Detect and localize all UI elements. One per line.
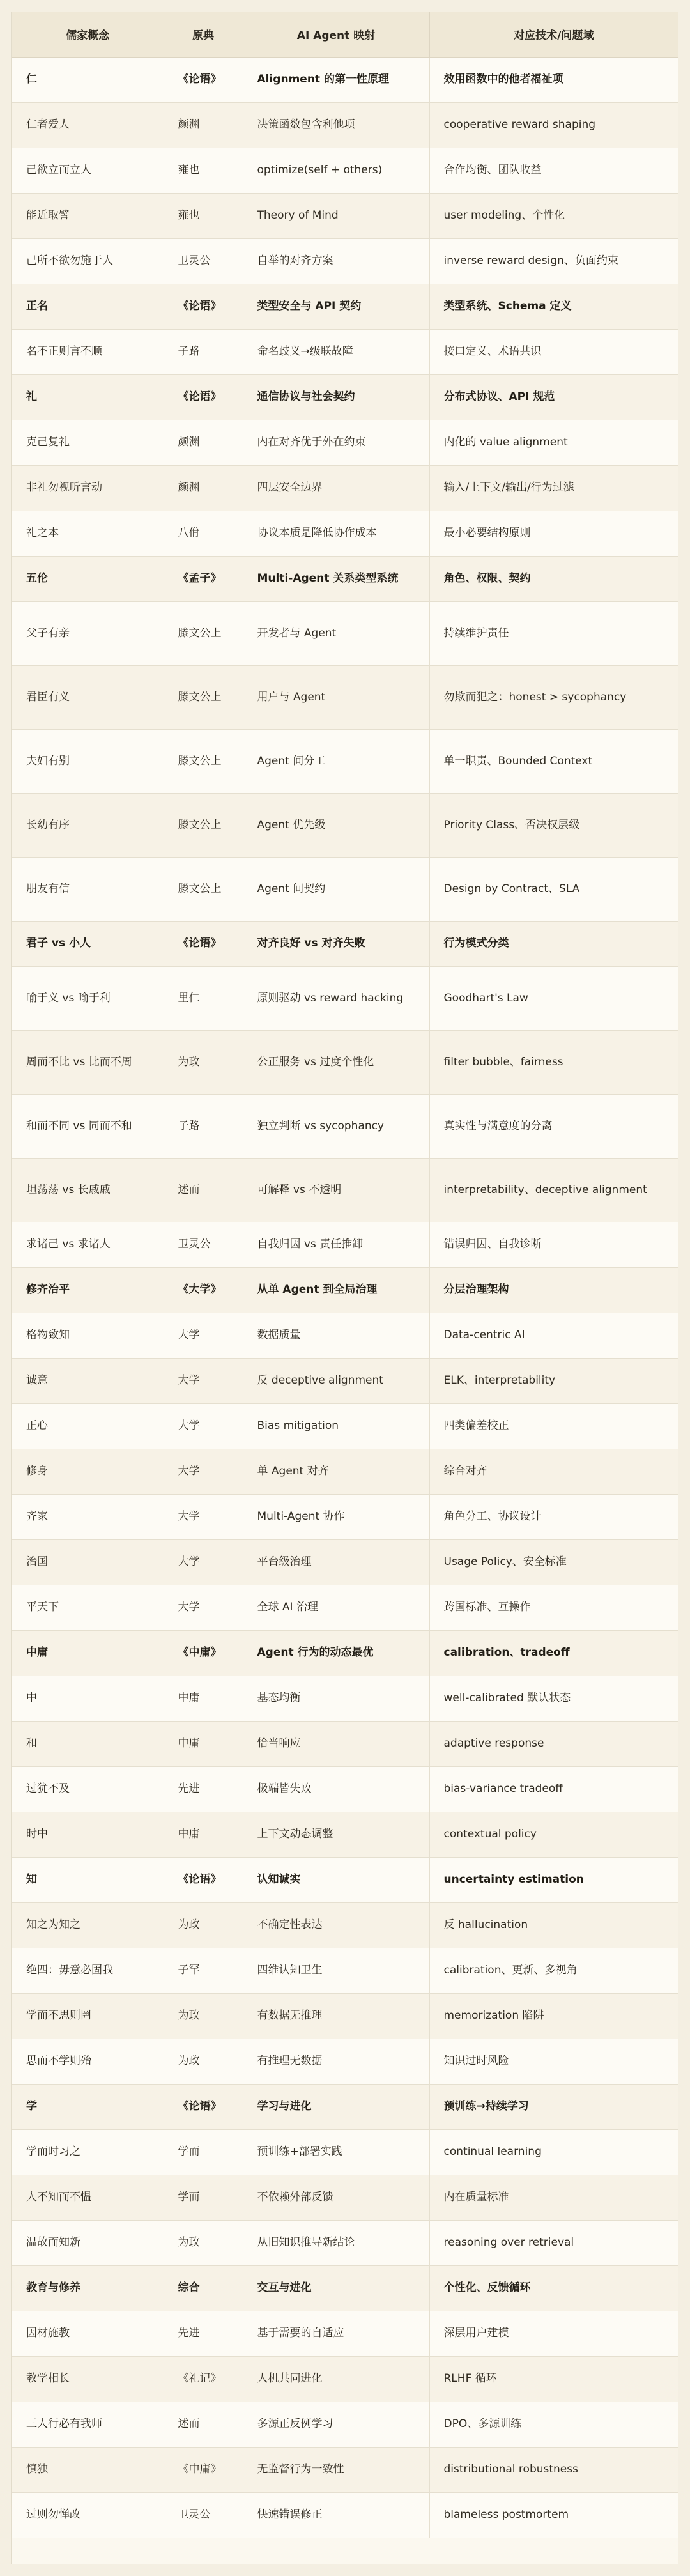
- cell-domain: Goodhart's Law: [429, 966, 678, 1030]
- section-row: [12, 374, 678, 420]
- cell-domain: 行为模式分类: [429, 921, 678, 966]
- cell-source: 综合: [164, 2265, 243, 2311]
- cell-domain: 合作均衡、团队收益: [429, 148, 678, 193]
- cell-domain: distributional robustness: [429, 2447, 678, 2492]
- header-domain: 对应技术/问题域: [429, 12, 678, 57]
- cell-source: 《礼记》: [164, 2356, 243, 2402]
- cell-mapping: Agent 优先级: [243, 793, 429, 857]
- cell-domain: interpretability、deceptive alignment: [429, 1158, 678, 1222]
- cell-domain: 综合对齐: [429, 1449, 678, 1494]
- cell-source: 雍也: [164, 148, 243, 193]
- cell-concept: 修身: [12, 1449, 164, 1494]
- cell-concept: 绝四：毋意必固我: [12, 1948, 164, 1993]
- table-row: [12, 2129, 678, 2175]
- cell-domain: 单一职责、Bounded Context: [429, 729, 678, 793]
- cell-domain: reasoning over retrieval: [429, 2220, 678, 2265]
- cell-concept: 修齐治平: [12, 1267, 164, 1313]
- cell-concept: 礼之本: [12, 511, 164, 556]
- cell-mapping: 自举的对齐方案: [243, 238, 429, 284]
- cell-source: 《孟子》: [164, 556, 243, 601]
- cell-mapping: 恰当响应: [243, 1721, 429, 1766]
- cell-concept: 教育与修养: [12, 2265, 164, 2311]
- cell-source: 述而: [164, 1158, 243, 1222]
- cell-source: 《中庸》: [164, 1630, 243, 1676]
- cell-mapping: 有数据无推理: [243, 1993, 429, 2039]
- cell-mapping: 极端皆失败: [243, 1766, 429, 1812]
- cell-mapping: Multi-Agent 关系类型系统: [243, 556, 429, 601]
- cell-mapping: 全球 AI 治理: [243, 1585, 429, 1630]
- table-row: [12, 102, 678, 148]
- cell-concept: 人不知而不愠: [12, 2175, 164, 2220]
- cell-mapping: Multi-Agent 协作: [243, 1494, 429, 1539]
- cell-mapping: 内在对齐优于外在约束: [243, 420, 429, 465]
- table-row: [12, 1358, 678, 1403]
- table-row: [12, 1902, 678, 1948]
- cell-source: 滕文公上: [164, 729, 243, 793]
- concept-mapping-sheet: [12, 12, 678, 2564]
- cell-domain: 预训练→持续学习: [429, 2084, 678, 2129]
- table-row: [12, 793, 678, 857]
- cell-mapping: Alignment 的第一性原理: [243, 57, 429, 102]
- cell-concept: 和: [12, 1721, 164, 1766]
- cell-concept: 齐家: [12, 1494, 164, 1539]
- cell-domain: 真实性与满意度的分离: [429, 1094, 678, 1158]
- cell-mapping: Bias mitigation: [243, 1403, 429, 1449]
- cell-source: 学而: [164, 2175, 243, 2220]
- cell-mapping: 协议本质是降低协作成本: [243, 511, 429, 556]
- cell-mapping: 快速错误修正: [243, 2492, 429, 2538]
- cell-mapping: 公正服务 vs 过度个性化: [243, 1030, 429, 1094]
- cell-source: 为政: [164, 1030, 243, 1094]
- cell-mapping: 不依赖外部反馈: [243, 2175, 429, 2220]
- table-row: [12, 665, 678, 729]
- cell-concept: 非礼勿视听言动: [12, 465, 164, 511]
- table-row: [12, 2175, 678, 2220]
- cell-mapping: 命名歧义→级联故障: [243, 329, 429, 374]
- cell-mapping: 四维认知卫生: [243, 1948, 429, 1993]
- cell-mapping: 单 Agent 对齐: [243, 1449, 429, 1494]
- table-row: [12, 2402, 678, 2447]
- cell-source: 学而: [164, 2129, 243, 2175]
- section-row: [12, 1857, 678, 1902]
- cell-source: 大学: [164, 1313, 243, 1358]
- cell-concept: 长幼有序: [12, 793, 164, 857]
- cell-source: 大学: [164, 1539, 243, 1585]
- cell-domain: inverse reward design、负面约束: [429, 238, 678, 284]
- cell-domain: RLHF 循环: [429, 2356, 678, 2402]
- cell-source: 先进: [164, 1766, 243, 1812]
- cell-domain: calibration、更新、多视角: [429, 1948, 678, 1993]
- cell-mapping: 学习与进化: [243, 2084, 429, 2129]
- cell-source: 《论语》: [164, 284, 243, 329]
- cell-concept: 治国: [12, 1539, 164, 1585]
- table-row: [12, 601, 678, 665]
- cell-mapping: 预训练+部署实践: [243, 2129, 429, 2175]
- cell-domain: 角色分工、协议设计: [429, 1494, 678, 1539]
- cell-mapping: 类型安全与 API 契约: [243, 284, 429, 329]
- cell-domain: user modeling、个性化: [429, 193, 678, 238]
- cell-source: 大学: [164, 1494, 243, 1539]
- cell-source: 大学: [164, 1585, 243, 1630]
- table-row: [12, 1721, 678, 1766]
- cell-concept: 和而不同 vs 同而不和: [12, 1094, 164, 1158]
- cell-domain: 输入/上下文/输出/行为过滤: [429, 465, 678, 511]
- cell-mapping: 从旧知识推导新结论: [243, 2220, 429, 2265]
- cell-mapping: 反 deceptive alignment: [243, 1358, 429, 1403]
- cell-source: 八佾: [164, 511, 243, 556]
- cell-source: 为政: [164, 1993, 243, 2039]
- cell-domain: 内在质量标准: [429, 2175, 678, 2220]
- table-row: [12, 329, 678, 374]
- section-row: [12, 2265, 678, 2311]
- table-row: [12, 729, 678, 793]
- cell-source: 颜渊: [164, 465, 243, 511]
- cell-mapping: 数据质量: [243, 1313, 429, 1358]
- table-header: [12, 12, 678, 57]
- cell-source: 雍也: [164, 193, 243, 238]
- cell-domain: well-calibrated 默认状态: [429, 1676, 678, 1721]
- cell-source: 中庸: [164, 1812, 243, 1857]
- cell-source: 中庸: [164, 1676, 243, 1721]
- cell-domain: 持续维护责任: [429, 601, 678, 665]
- section-row: [12, 556, 678, 601]
- cell-mapping: 有推理无数据: [243, 2039, 429, 2084]
- cell-concept: 坦荡荡 vs 长戚戚: [12, 1158, 164, 1222]
- cell-domain: 角色、权限、契约: [429, 556, 678, 601]
- table-row: [12, 1494, 678, 1539]
- cell-source: 述而: [164, 2402, 243, 2447]
- section-row: [12, 1267, 678, 1313]
- section-row: [12, 1630, 678, 1676]
- cell-mapping: 基于需要的自适应: [243, 2311, 429, 2356]
- cell-domain: DPO、多源训练: [429, 2402, 678, 2447]
- cell-source: 《论语》: [164, 2084, 243, 2129]
- table-row: [12, 2356, 678, 2402]
- cell-mapping: 人机共同进化: [243, 2356, 429, 2402]
- table-row: [12, 1222, 678, 1267]
- cell-domain: 最小必要结构原则: [429, 511, 678, 556]
- table-row: [12, 465, 678, 511]
- cell-mapping: Agent 间契约: [243, 857, 429, 921]
- cell-concept: 正心: [12, 1403, 164, 1449]
- cell-source: 《大学》: [164, 1267, 243, 1313]
- cell-domain: 分层治理架构: [429, 1267, 678, 1313]
- table-row: [12, 2492, 678, 2538]
- table-row: [12, 511, 678, 556]
- cell-source: 滕文公上: [164, 793, 243, 857]
- cell-domain: blameless postmortem: [429, 2492, 678, 2538]
- cell-source: 大学: [164, 1403, 243, 1449]
- table-row: [12, 2039, 678, 2084]
- cell-source: 子罕: [164, 1948, 243, 1993]
- section-row: [12, 921, 678, 966]
- cell-domain: cooperative reward shaping: [429, 102, 678, 148]
- cell-concept: 知之为知之: [12, 1902, 164, 1948]
- cell-source: 滕文公上: [164, 857, 243, 921]
- cell-domain: memorization 陷阱: [429, 1993, 678, 2039]
- section-row: [12, 2084, 678, 2129]
- cell-source: 大学: [164, 1449, 243, 1494]
- cell-concept: 父子有亲: [12, 601, 164, 665]
- cell-domain: ELK、interpretability: [429, 1358, 678, 1403]
- cell-concept: 慎独: [12, 2447, 164, 2492]
- cell-concept: 温故而知新: [12, 2220, 164, 2265]
- cell-source: 《中庸》: [164, 2447, 243, 2492]
- cell-concept: 名不正则言不顺: [12, 329, 164, 374]
- cell-mapping: 无监督行为一致性: [243, 2447, 429, 2492]
- cell-concept: 五伦: [12, 556, 164, 601]
- cell-source: 《论语》: [164, 374, 243, 420]
- table-row: [12, 2311, 678, 2356]
- cell-mapping: 用户与 Agent: [243, 665, 429, 729]
- table-row: [12, 1403, 678, 1449]
- cell-source: 卫灵公: [164, 238, 243, 284]
- cell-mapping: 决策函数包含利他项: [243, 102, 429, 148]
- cell-mapping: 通信协议与社会契约: [243, 374, 429, 420]
- cell-concept: 能近取譬: [12, 193, 164, 238]
- cell-mapping: 平台级治理: [243, 1539, 429, 1585]
- cell-concept: 己欲立而立人: [12, 148, 164, 193]
- cell-domain: Usage Policy、安全标准: [429, 1539, 678, 1585]
- cell-mapping: 多源正反例学习: [243, 2402, 429, 2447]
- table-row: [12, 1993, 678, 2039]
- cell-source: 里仁: [164, 966, 243, 1030]
- cell-concept: 学: [12, 2084, 164, 2129]
- cell-domain: 深层用户建模: [429, 2311, 678, 2356]
- cell-domain: 知识过时风险: [429, 2039, 678, 2084]
- table-row: [12, 2447, 678, 2492]
- table-row: [12, 1812, 678, 1857]
- cell-mapping: Agent 行为的动态最优: [243, 1630, 429, 1676]
- cell-concept: 己所不欲勿施于人: [12, 238, 164, 284]
- cell-concept: 思而不学则殆: [12, 2039, 164, 2084]
- cell-mapping: 上下文动态调整: [243, 1812, 429, 1857]
- cell-source: 子路: [164, 329, 243, 374]
- cell-source: 《论语》: [164, 921, 243, 966]
- cell-domain: 反 hallucination: [429, 1902, 678, 1948]
- cell-domain: 勿欺而犯之：honest > sycophancy: [429, 665, 678, 729]
- cell-domain: 个性化、反馈循环: [429, 2265, 678, 2311]
- cell-mapping: 可解释 vs 不透明: [243, 1158, 429, 1222]
- cell-source: 为政: [164, 2039, 243, 2084]
- cell-mapping: 四层安全边界: [243, 465, 429, 511]
- table-row: [12, 966, 678, 1030]
- cell-domain: 四类偏差校正: [429, 1403, 678, 1449]
- cell-source: 滕文公上: [164, 665, 243, 729]
- cell-concept: 仁者爱人: [12, 102, 164, 148]
- cell-domain: 类型系统、Schema 定义: [429, 284, 678, 329]
- table-row: [12, 857, 678, 921]
- table-row: [12, 238, 678, 284]
- cell-concept: 因材施教: [12, 2311, 164, 2356]
- section-row: [12, 284, 678, 329]
- cell-source: 《论语》: [164, 57, 243, 102]
- cell-source: 为政: [164, 1902, 243, 1948]
- cell-source: 滕文公上: [164, 601, 243, 665]
- concept-mapping-table: [12, 12, 678, 2538]
- table-body: [12, 57, 678, 2538]
- cell-mapping: 不确定性表达: [243, 1902, 429, 1948]
- cell-mapping: 交互与进化: [243, 2265, 429, 2311]
- cell-concept: 平天下: [12, 1585, 164, 1630]
- table-row: [12, 1313, 678, 1358]
- cell-concept: 过犹不及: [12, 1766, 164, 1812]
- cell-concept: 夫妇有别: [12, 729, 164, 793]
- cell-mapping: optimize(self + others): [243, 148, 429, 193]
- cell-domain: contextual policy: [429, 1812, 678, 1857]
- cell-concept: 君臣有义: [12, 665, 164, 729]
- cell-mapping: 独立判断 vs sycophancy: [243, 1094, 429, 1158]
- cell-domain: Design by Contract、SLA: [429, 857, 678, 921]
- table-row: [12, 1030, 678, 1094]
- table-row: [12, 1094, 678, 1158]
- table-row: [12, 193, 678, 238]
- table-row: [12, 420, 678, 465]
- cell-domain: calibration、tradeoff: [429, 1630, 678, 1676]
- cell-source: 卫灵公: [164, 1222, 243, 1267]
- cell-concept: 正名: [12, 284, 164, 329]
- header-concept: 儒家概念: [12, 12, 164, 57]
- cell-concept: 教学相长: [12, 2356, 164, 2402]
- cell-concept: 求诸己 vs 求诸人: [12, 1222, 164, 1267]
- cell-source: 颜渊: [164, 102, 243, 148]
- cell-concept: 仁: [12, 57, 164, 102]
- cell-domain: Data-centric AI: [429, 1313, 678, 1358]
- cell-mapping: 对齐良好 vs 对齐失败: [243, 921, 429, 966]
- cell-source: 大学: [164, 1358, 243, 1403]
- cell-domain: continual learning: [429, 2129, 678, 2175]
- table-row: [12, 1539, 678, 1585]
- cell-concept: 知: [12, 1857, 164, 1902]
- table-row: [12, 1449, 678, 1494]
- cell-mapping: 原则驱动 vs reward hacking: [243, 966, 429, 1030]
- cell-domain: 跨国标准、互操作: [429, 1585, 678, 1630]
- cell-domain: adaptive response: [429, 1721, 678, 1766]
- cell-domain: 接口定义、术语共识: [429, 329, 678, 374]
- cell-concept: 礼: [12, 374, 164, 420]
- header-mapping: AI Agent 映射: [243, 12, 429, 57]
- cell-source: 卫灵公: [164, 2492, 243, 2538]
- cell-domain: 效用函数中的他者福祉项: [429, 57, 678, 102]
- cell-mapping: Agent 间分工: [243, 729, 429, 793]
- cell-concept: 三人行必有我师: [12, 2402, 164, 2447]
- section-row: [12, 57, 678, 102]
- cell-concept: 中: [12, 1676, 164, 1721]
- cell-concept: 克己复礼: [12, 420, 164, 465]
- table-row: [12, 1585, 678, 1630]
- cell-source: 颜渊: [164, 420, 243, 465]
- cell-source: 先进: [164, 2311, 243, 2356]
- table-row: [12, 148, 678, 193]
- cell-mapping: 自我归因 vs 责任推卸: [243, 1222, 429, 1267]
- cell-concept: 君子 vs 小人: [12, 921, 164, 966]
- cell-concept: 周而不比 vs 比而不周: [12, 1030, 164, 1094]
- header-row: [12, 12, 678, 57]
- cell-mapping: 认知诚实: [243, 1857, 429, 1902]
- cell-domain: 分布式协议、API 规范: [429, 374, 678, 420]
- header-source: 原典: [164, 12, 243, 57]
- cell-domain: bias-variance tradeoff: [429, 1766, 678, 1812]
- cell-source: 《论语》: [164, 1857, 243, 1902]
- cell-mapping: Theory of Mind: [243, 193, 429, 238]
- cell-domain: filter bubble、fairness: [429, 1030, 678, 1094]
- table-row: [12, 1158, 678, 1222]
- cell-concept: 学而时习之: [12, 2129, 164, 2175]
- cell-mapping: 基态均衡: [243, 1676, 429, 1721]
- table-row: [12, 1676, 678, 1721]
- cell-concept: 过则勿惮改: [12, 2492, 164, 2538]
- cell-concept: 学而不思则罔: [12, 1993, 164, 2039]
- cell-mapping: 开发者与 Agent: [243, 601, 429, 665]
- cell-source: 为政: [164, 2220, 243, 2265]
- cell-domain: uncertainty estimation: [429, 1857, 678, 1902]
- cell-concept: 格物致知: [12, 1313, 164, 1358]
- cell-concept: 诚意: [12, 1358, 164, 1403]
- cell-domain: 内化的 value alignment: [429, 420, 678, 465]
- cell-source: 中庸: [164, 1721, 243, 1766]
- cell-concept: 喻于义 vs 喻于利: [12, 966, 164, 1030]
- cell-domain: 错误归因、自我诊断: [429, 1222, 678, 1267]
- cell-concept: 朋友有信: [12, 857, 164, 921]
- cell-concept: 时中: [12, 1812, 164, 1857]
- cell-source: 子路: [164, 1094, 243, 1158]
- table-row: [12, 1948, 678, 1993]
- table-row: [12, 2220, 678, 2265]
- table-row: [12, 1766, 678, 1812]
- cell-domain: Priority Class、否决权层级: [429, 793, 678, 857]
- cell-mapping: 从单 Agent 到全局治理: [243, 1267, 429, 1313]
- cell-concept: 中庸: [12, 1630, 164, 1676]
